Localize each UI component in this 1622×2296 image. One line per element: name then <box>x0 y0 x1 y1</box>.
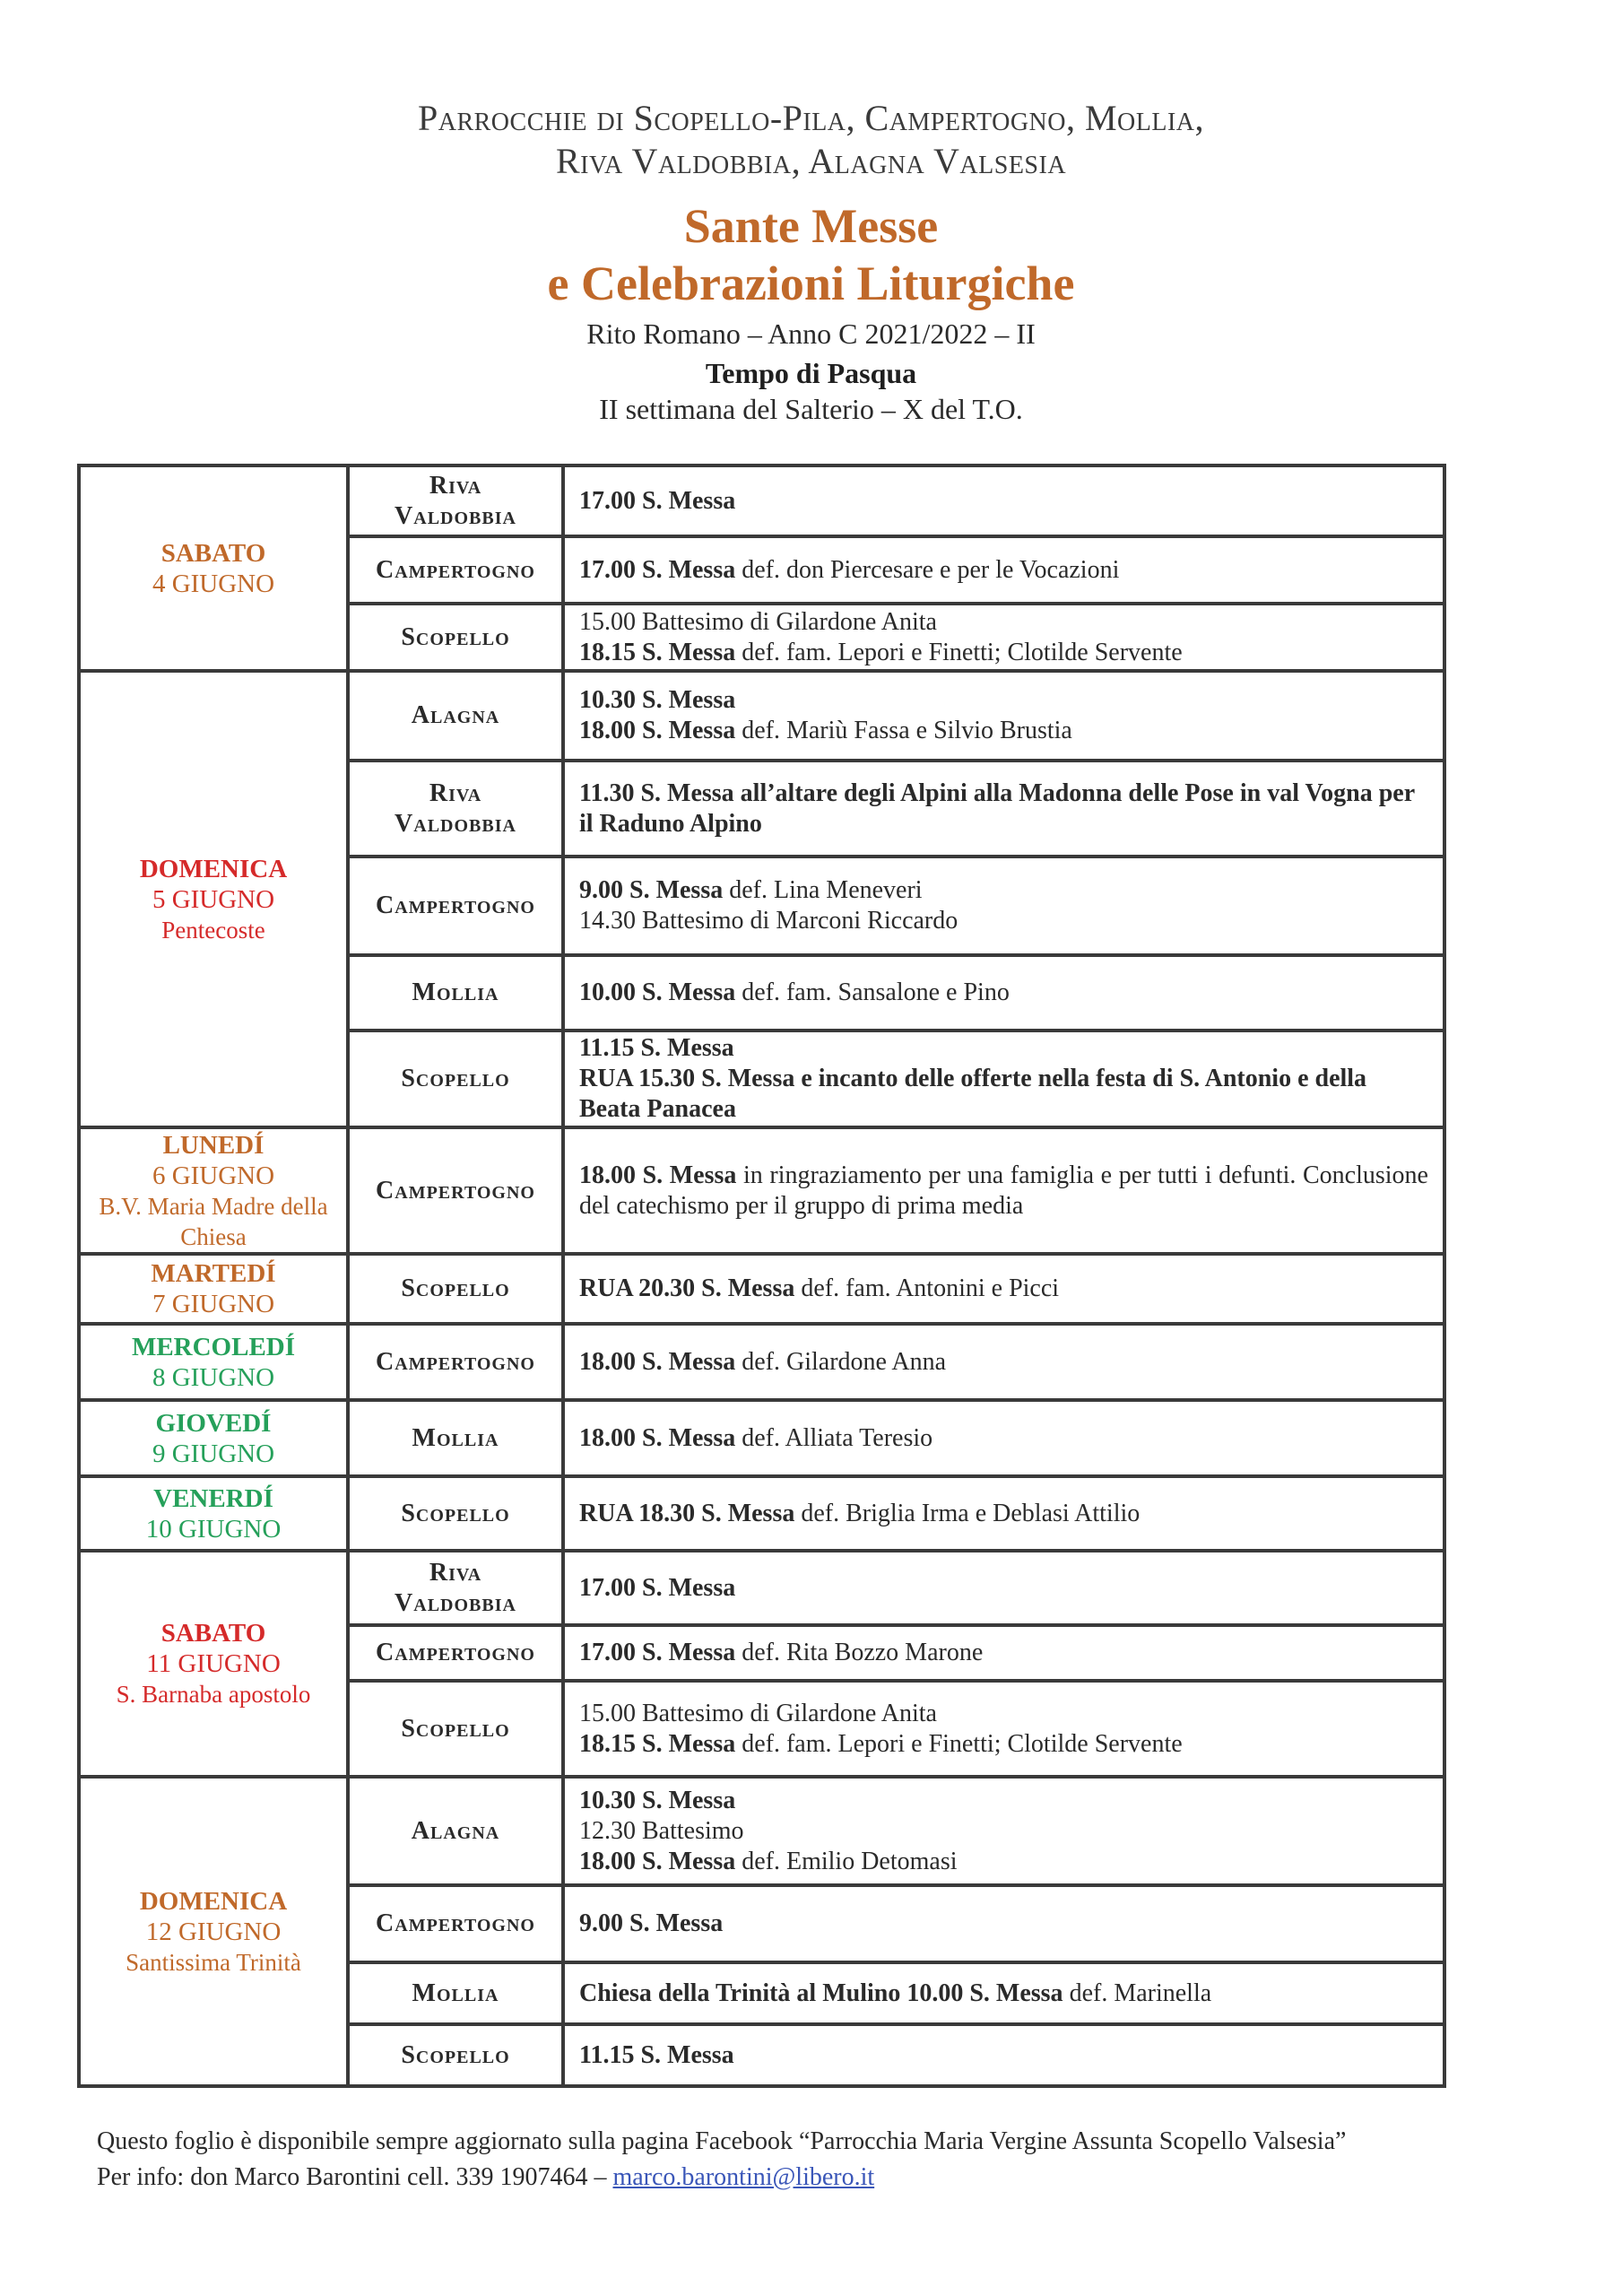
location-name: Scopello <box>401 1274 510 1302</box>
events-cell <box>563 1400 1444 1476</box>
event-line: 17.00 S. Messa <box>579 1573 736 1602</box>
parish-line-2: Riva Valdobbia, Alagna Valsesia <box>555 141 1067 181</box>
events-cell <box>563 1885 1444 1962</box>
events-cell <box>563 536 1444 604</box>
event-note: def. fam. Antonini e Picci <box>794 1274 1060 1302</box>
event-note: def. Rita Bozzo Marone <box>735 1639 984 1666</box>
day-date: 7 GIUGNO <box>152 1290 275 1318</box>
day-date: 10 GIUGNO <box>145 1514 282 1544</box>
event-line: 12.30 Battesimo <box>579 1816 744 1845</box>
day-name: MARTEDÍ <box>151 1259 276 1288</box>
day-name: SABATO <box>160 1619 266 1648</box>
event-line <box>579 1347 1428 1378</box>
events-cell <box>563 2024 1444 2086</box>
day-note: Pentecoste <box>161 916 265 944</box>
location-cell <box>348 1962 563 2024</box>
footer-contact-text: Per info: don Marco Barontini cell. 339 1907464 – <box>97 2163 613 2191</box>
day-date: 4 GIUGNO <box>152 569 275 598</box>
events-cell <box>563 1962 1444 2024</box>
day-cell <box>79 671 348 1127</box>
event-line <box>579 555 1428 586</box>
day-name: GIOVEDÍ <box>155 1408 272 1438</box>
location-cell <box>348 857 563 955</box>
day-cell <box>79 1127 348 1254</box>
location-name: Riva Valdobbia <box>395 1558 516 1617</box>
location-cell <box>348 761 563 857</box>
event-time-title: RUA 20.30 S. Messa <box>579 1274 795 1302</box>
day-name: LUNEDÍ <box>162 1130 265 1160</box>
location-name: Campertogno <box>376 1639 535 1666</box>
location-name: Campertogno <box>376 1909 535 1937</box>
event-time-title: RUA 18.30 S. Messa <box>579 1499 795 1527</box>
location-name: Scopello <box>401 1714 510 1743</box>
event-time-title: 17.00 S. Messa <box>579 1639 736 1666</box>
event-note: def. Mariù Fassa e Silvio Brustia <box>735 717 1072 744</box>
location-name: Mollia <box>412 978 499 1006</box>
location-cell <box>348 1031 563 1127</box>
schedule-table <box>77 464 1446 2088</box>
location-cell <box>348 1127 563 1254</box>
day-cell <box>79 1254 348 1324</box>
day-name: DOMENICA <box>139 1886 288 1916</box>
event-note: def. fam. Sansalone e Pino <box>735 978 1010 1006</box>
events-cell <box>563 465 1444 536</box>
day-cell <box>79 1324 348 1400</box>
location-cell <box>348 1400 563 1476</box>
parish-line-1: Parrocchie di Scopello-Pila, Campertogno, Mollia, <box>417 98 1205 138</box>
event-line <box>579 1979 1428 2009</box>
location-name: Mollia <box>412 1423 499 1452</box>
event-line: 10.30 S. Messa <box>579 686 736 714</box>
events-cell <box>563 604 1444 671</box>
location-name: Scopello <box>401 1499 510 1527</box>
event-note: def. fam. Lepori e Finetti; Clotilde Servente <box>735 1729 1183 1758</box>
season-line: Tempo di Pasqua <box>705 357 917 389</box>
events-cell <box>563 955 1444 1031</box>
event-line: 15.00 Battesimo di Gilardone Anita <box>579 1699 937 1727</box>
event-line: 14.30 Battesimo di Marconi Riccardo <box>579 907 958 935</box>
location-name: Campertogno <box>376 1347 535 1376</box>
table-row <box>79 671 1444 761</box>
event-line <box>579 638 1428 668</box>
events-cell <box>563 1254 1444 1324</box>
table-row <box>79 1551 1444 1625</box>
event-line: 11.30 S. Messa all’altare degli Alpini alla Madonna delle Pose in val Vogna per il Raduno Alpino <box>579 778 1415 838</box>
location-name: Riva Valdobbia <box>395 471 516 530</box>
event-time-title: Chiesa della Trinità al Mulino 10.00 S. Messa <box>579 1979 1063 2007</box>
event-line <box>579 1638 1428 1668</box>
day-date: 5 GIUGNO <box>152 884 275 914</box>
event-line <box>579 1161 1428 1220</box>
event-note: in ringraziamento per una famiglia e per tutti i defunti. Conclusione del catechismo per il gruppo di prima media <box>579 1161 1428 1220</box>
event-line: 11.15 S. Messa <box>579 1034 734 1062</box>
event-note: def. Lina Meneveri <box>723 876 923 904</box>
event-time-title: 18.00 S. Messa <box>579 1347 736 1376</box>
event-time-title: 18.00 S. Messa <box>579 1847 736 1875</box>
email-link[interactable]: marco.barontini@libero.it <box>612 2163 875 2191</box>
event-line <box>579 716 1428 746</box>
event-line: 10.30 S. Messa <box>579 1786 736 1814</box>
event-line <box>579 978 1428 1008</box>
event-note: def. don Piercesare e per le Vocazioni <box>735 555 1120 584</box>
event-note: def. fam. Lepori e Finetti; Clotilde Servente <box>735 638 1183 666</box>
table-row <box>79 1254 1444 1324</box>
location-name: Scopello <box>401 2040 510 2069</box>
location-name: Scopello <box>401 622 510 651</box>
event-line <box>579 875 1428 906</box>
events-cell <box>563 857 1444 955</box>
table-row <box>79 1127 1444 1254</box>
footer <box>97 2124 1576 2196</box>
psalter-line: II settimana del Salterio – X del T.O. <box>599 393 1023 425</box>
location-name: Campertogno <box>376 1176 535 1205</box>
event-time-title: 9.00 S. Messa <box>579 876 724 904</box>
events-cell <box>563 1476 1444 1551</box>
event-time-title: 18.00 S. Messa <box>579 717 736 744</box>
location-name: Campertogno <box>376 891 535 919</box>
location-cell <box>348 465 563 536</box>
day-date: 8 GIUGNO <box>152 1362 275 1392</box>
location-cell <box>348 1254 563 1324</box>
location-cell <box>348 1551 563 1625</box>
event-line: 17.00 S. Messa <box>579 486 736 515</box>
location-cell <box>348 1681 563 1777</box>
event-time-title: 18.15 S. Messa <box>579 638 736 666</box>
title-line-1: Sante Messe <box>683 199 939 253</box>
event-time-title: 18.00 S. Messa <box>579 1161 737 1189</box>
events-cell <box>563 1777 1444 1885</box>
day-date: 9 GIUGNO <box>152 1439 275 1468</box>
events-cell <box>563 1127 1444 1254</box>
location-cell <box>348 536 563 604</box>
table-row <box>79 465 1444 536</box>
location-name: Riva Valdobbia <box>395 778 516 838</box>
events-cell <box>563 1031 1444 1127</box>
day-note: S. Barnaba apostolo <box>116 1681 311 1708</box>
event-time-title: 18.15 S. Messa <box>579 1729 736 1758</box>
location-name: Scopello <box>401 1065 510 1092</box>
location-cell <box>348 1777 563 1885</box>
event-note: def. Marinella <box>1063 1979 1212 2007</box>
day-date: 6 GIUGNO <box>152 1161 275 1190</box>
event-time-title: 18.00 S. Messa <box>579 1423 736 1452</box>
event-line <box>579 1499 1428 1529</box>
day-cell <box>79 465 348 671</box>
day-cell <box>79 1400 348 1476</box>
events-cell <box>563 761 1444 857</box>
location-cell <box>348 2024 563 2086</box>
event-note: def. Briglia Irma e Deblasi Attilio <box>794 1499 1141 1527</box>
day-name: SABATO <box>160 538 266 568</box>
day-note: B.V. Maria Madre della Chiesa <box>99 1192 328 1250</box>
day-cell <box>79 1551 348 1777</box>
title-line-2: e Celebrazioni Liturgiche <box>547 257 1075 310</box>
table-row <box>79 1400 1444 1476</box>
day-note: Santissima Trinità <box>126 1948 301 1976</box>
location-cell <box>348 604 563 671</box>
table-row <box>79 1324 1444 1400</box>
location-cell <box>348 1476 563 1551</box>
events-cell <box>563 1625 1444 1681</box>
event-note: def. Emilio Detomasi <box>735 1847 958 1875</box>
location-cell <box>348 1324 563 1400</box>
location-name: Alagna <box>411 1816 500 1845</box>
event-line <box>579 1729 1428 1760</box>
table-row <box>79 1476 1444 1551</box>
day-date: 12 GIUGNO <box>145 1917 282 1946</box>
location-name: Alagna <box>411 701 500 729</box>
event-time-title: 17.00 S. Messa <box>579 555 736 584</box>
header <box>0 97 1622 427</box>
day-name: DOMENICA <box>139 854 288 883</box>
event-line: 9.00 S. Messa <box>579 1909 724 1937</box>
footer-line-1: Questo foglio è disponibile sempre aggiornato sulla pagina Facebook “Parrocchia Maria Vergine Assunta Scopello Valsesia” <box>97 2127 1347 2155</box>
event-line <box>579 1423 1428 1454</box>
location-cell <box>348 1885 563 1962</box>
events-cell <box>563 1324 1444 1400</box>
day-date: 11 GIUGNO <box>146 1649 281 1678</box>
location-name: Mollia <box>412 1979 499 2007</box>
day-cell <box>79 1777 348 2086</box>
event-line <box>579 1847 1428 1877</box>
event-time-title: 10.00 S. Messa <box>579 978 736 1006</box>
events-cell <box>563 671 1444 761</box>
rite-line: Rito Romano – Anno C 2021/2022 – II <box>586 317 1036 350</box>
event-line: 15.00 Battesimo di Gilardone Anita <box>579 607 937 636</box>
location-cell <box>348 671 563 761</box>
footer-line-2 <box>97 2160 1576 2196</box>
event-note: def. Alliata Teresio <box>735 1423 933 1452</box>
table-row <box>79 1777 1444 1885</box>
event-note: def. Gilardone Anna <box>735 1347 947 1376</box>
day-cell <box>79 1476 348 1551</box>
event-line: RUA 15.30 S. Messa e incanto delle offerte nella festa di S. Antonio e della Beata Panacea <box>579 1065 1367 1123</box>
day-name: MERCOLEDÍ <box>131 1332 296 1361</box>
event-line: 11.15 S. Messa <box>579 2040 734 2069</box>
event-line <box>579 1274 1428 1304</box>
location-cell <box>348 1625 563 1681</box>
location-name: Campertogno <box>376 555 535 584</box>
events-cell <box>563 1551 1444 1625</box>
location-cell <box>348 955 563 1031</box>
events-cell <box>563 1681 1444 1777</box>
day-name: VENERDÍ <box>153 1483 273 1513</box>
